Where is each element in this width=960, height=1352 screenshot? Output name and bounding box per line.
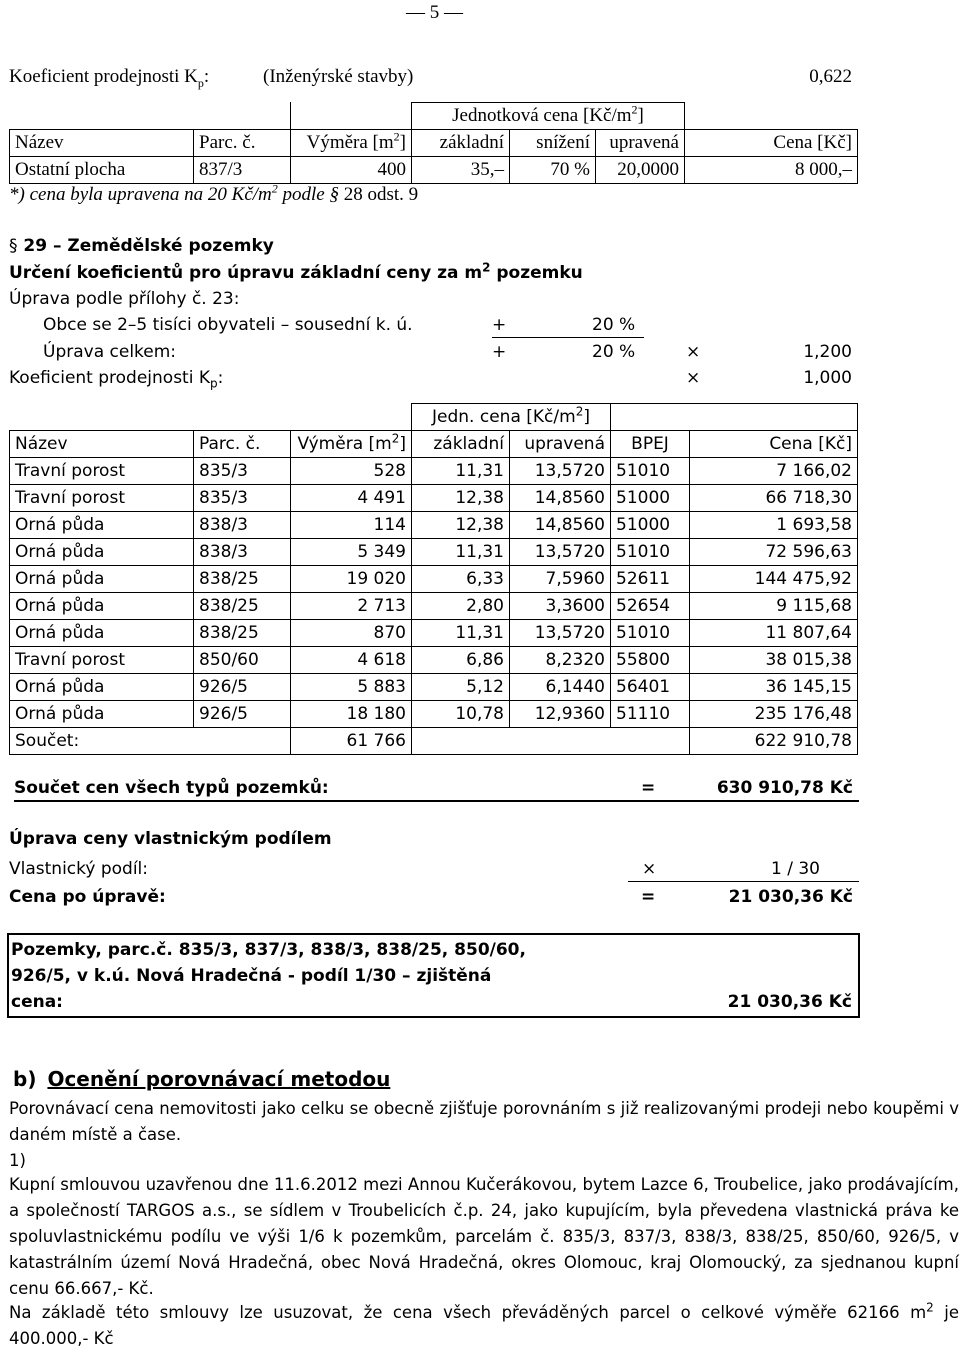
section-b-para3-sup: 2 xyxy=(926,1300,934,1315)
section-b-para3 xyxy=(9,1300,959,1352)
sec2-cell-bpej: 51010 xyxy=(611,620,690,647)
sec2-group-row xyxy=(10,404,858,431)
sec2-header-area-end: ] xyxy=(399,434,406,454)
ownership-share-underline xyxy=(628,881,859,882)
sec1-cell-parc: 837/3 xyxy=(194,157,291,184)
sec2-cell-name: Orná půda xyxy=(10,512,194,539)
sec1-group-header-sup: 2 xyxy=(631,102,638,117)
sec1-cell-price: 8 000,– xyxy=(685,157,858,184)
sec1-data-row xyxy=(10,157,858,184)
sec1-cell-reduce: 70 % xyxy=(510,157,596,184)
sec2-sum-row xyxy=(10,728,858,755)
sec2-cell-name: Travní porost xyxy=(10,485,194,512)
sec2-cell-price: 9 115,68 xyxy=(690,593,858,620)
sec2-total-value: 20 % xyxy=(592,342,636,362)
sec1-note-b: podle xyxy=(277,184,330,205)
sec1-header-parc: Parc. č. xyxy=(194,130,291,157)
section-b-para2: Kupní smlouvou uzavřenou dne 11.6.2012 mezi Annou Kučerákovou, bytem Lazce 6, Troubelice, jako prodávajícím, a společností TARGOS a.s., se sídlem v Troubelicích č.p. 24, jako kupujícím, byla převedena vlastnická práva ke spoluvlastnickému podílu ve výši 1/6 k pozemkům, parcelám č. 835/3, 837/3, 838/3, 838/25, 850/60, 926/5, v katastrálním území Nová Hradečná, obec Nová Hradečná, okres Olomouc, kraj Olomoucký, za sjednanou kupní cenu 66.667,- Kč. xyxy=(9,1175,959,1298)
sec2-cell-bpej: 51010 xyxy=(611,539,690,566)
sec1-header-row xyxy=(10,130,858,157)
sec1-note-par: § xyxy=(329,184,339,205)
sec1-group-header-text: Jednotková cena [Kč/m xyxy=(452,105,632,126)
section-b-para3-b: je 400.000,- Kč xyxy=(9,1303,959,1348)
sec2-cell-base: 11,31 xyxy=(412,539,510,566)
sec2-group-header-sup: 2 xyxy=(575,404,584,419)
sec2-cell-area: 4 491 xyxy=(291,485,412,512)
sec2-cell-parc: 838/3 xyxy=(194,512,291,539)
total-all-value: 630 910,78 Kč xyxy=(716,778,853,798)
sec2-header-bpej: BPEJ xyxy=(611,431,690,458)
sec2-sum-area: 61 766 xyxy=(291,728,412,755)
sec2-table-row xyxy=(10,674,858,701)
sec2-cell-price: 7 166,02 xyxy=(690,458,858,485)
sec2-table-row xyxy=(10,512,858,539)
sec1-note-c: 28 odst. 9 xyxy=(339,184,419,205)
result-box-line3: cena: xyxy=(11,992,63,1012)
sec2-group-header xyxy=(412,404,611,431)
sec2-kp-sub: p xyxy=(210,376,218,391)
page-number-dash-left: — xyxy=(406,2,425,23)
sec2-cell-price: 1 693,58 xyxy=(690,512,858,539)
sec2-cell-adjusted: 13,5720 xyxy=(510,620,611,647)
sec2-cell-adjusted: 12,9360 xyxy=(510,701,611,728)
sec2-adjust-item: Obce se 2–5 tisíci obyvateli – sousední k. ú. xyxy=(43,315,413,335)
sec2-cell-base: 6,86 xyxy=(412,647,510,674)
sec2-cell-base: 5,12 xyxy=(412,674,510,701)
sec2-header-name: Název xyxy=(10,431,194,458)
sec1-koef-suffix: : xyxy=(203,66,210,87)
sec2-table xyxy=(9,403,858,755)
ownership-share-value: 1 / 30 xyxy=(771,859,820,879)
sec1-group-header-end: ] xyxy=(637,105,644,126)
sec1-note xyxy=(9,181,419,206)
sec1-header-adjusted: upravená xyxy=(596,130,685,157)
sec2-cell-parc: 926/5 xyxy=(194,701,291,728)
sec2-cell-name: Orná půda xyxy=(10,674,194,701)
result-box-line2: 926/5, v k.ú. Nová Hradečná - podíl 1/30 – zjištěná xyxy=(11,966,492,986)
sec2-table-row xyxy=(10,566,858,593)
sec2-cell-adjusted: 6,1440 xyxy=(510,674,611,701)
sec2-heading-text: 29 – Zemědělské pozemky xyxy=(17,236,274,256)
sec2-cell-parc: 850/60 xyxy=(194,647,291,674)
page-number xyxy=(406,2,463,24)
ownership-share-mult: × xyxy=(642,859,657,879)
sec1-group-header xyxy=(412,103,685,130)
section-b-item-num: 1) xyxy=(9,1151,26,1170)
sec1-koef-label xyxy=(9,66,209,88)
sec2-cell-base: 6,33 xyxy=(412,566,510,593)
sec2-heading xyxy=(9,235,274,257)
total-all-underline xyxy=(14,800,859,802)
sec1-header-area-sup: 2 xyxy=(393,129,400,144)
sec2-cell-name: Orná půda xyxy=(10,566,194,593)
sec2-sum-label: Součet: xyxy=(10,728,291,755)
sec2-cell-bpej: 55800 xyxy=(611,647,690,674)
sec1-note-a: *) cena byla upravena na 20 Kč/m xyxy=(9,184,272,205)
sec2-cell-name: Orná půda xyxy=(10,701,194,728)
section-b-marker: b) xyxy=(13,1067,37,1091)
sec2-header-area-sup: 2 xyxy=(391,431,400,446)
sec2-cell-price: 36 145,15 xyxy=(690,674,858,701)
section-b-para3-a: Na základě této smlouvy lze usuzovat, že cena všech převáděných parcel o celkové výměře 62166 m xyxy=(9,1303,927,1322)
sec2-total-coef: 1,200 xyxy=(803,342,852,362)
sec2-cell-adjusted: 14,8560 xyxy=(510,485,611,512)
sec1-header-area xyxy=(291,130,412,157)
sec1-group-row xyxy=(10,103,858,130)
sec2-cell-parc: 838/25 xyxy=(194,593,291,620)
sec2-cell-parc: 838/25 xyxy=(194,620,291,647)
ownership-heading: Úprava ceny vlastnickým podílem xyxy=(9,829,332,849)
sec2-header-price: Cena [Kč] xyxy=(690,431,858,458)
sec2-kp-suffix: : xyxy=(217,368,224,388)
sec2-rows xyxy=(10,458,858,728)
sec2-cell-parc: 835/3 xyxy=(194,485,291,512)
sec2-cell-adjusted: 14,8560 xyxy=(510,512,611,539)
sec2-table-row xyxy=(10,647,858,674)
sec2-header-row xyxy=(10,431,858,458)
sec2-cell-area: 5 349 xyxy=(291,539,412,566)
sec2-cell-base: 10,78 xyxy=(412,701,510,728)
sec2-adjust-label: Úprava podle přílohy č. 23: xyxy=(9,289,240,309)
sec2-cell-bpej: 52654 xyxy=(611,593,690,620)
sec2-cell-parc: 926/5 xyxy=(194,674,291,701)
sec2-subheading-end: pozemku xyxy=(490,263,583,283)
sec2-cell-parc: 835/3 xyxy=(194,458,291,485)
sec2-table-row xyxy=(10,620,858,647)
sec1-koef-type: (Inženýrské stavby) xyxy=(263,66,414,87)
sec1-header-reduce: snížení xyxy=(510,130,596,157)
sec2-cell-area: 4 618 xyxy=(291,647,412,674)
sec2-cell-name: Orná půda xyxy=(10,620,194,647)
sec2-header-area xyxy=(291,431,412,458)
sec2-cell-adjusted: 8,2320 xyxy=(510,647,611,674)
sec2-cell-price: 38 015,38 xyxy=(690,647,858,674)
result-box-value: 21 030,36 Kč xyxy=(727,992,852,1012)
sec2-kp-value: 1,000 xyxy=(803,368,852,388)
sec2-cell-adjusted: 7,5960 xyxy=(510,566,611,593)
sec1-header-price: Cena [Kč] xyxy=(685,130,858,157)
sec2-table-row xyxy=(10,701,858,728)
page-number-value: 5 xyxy=(429,2,440,23)
total-all-eq: = xyxy=(641,778,656,798)
sec1-cell-adjusted: 20,0000 xyxy=(596,157,685,184)
sec2-sum-price: 622 910,78 xyxy=(690,728,858,755)
sec2-cell-price: 72 596,63 xyxy=(690,539,858,566)
sec2-cell-area: 18 180 xyxy=(291,701,412,728)
page-number-dash-right: — xyxy=(444,2,463,23)
sec2-cell-parc: 838/25 xyxy=(194,566,291,593)
sec2-cell-base: 11,31 xyxy=(412,620,510,647)
sec2-cell-adjusted: 13,5720 xyxy=(510,458,611,485)
sec1-note-sup: 2 xyxy=(271,181,278,196)
sec2-cell-parc: 838/3 xyxy=(194,539,291,566)
sec2-adjust-item-sign: + xyxy=(492,315,507,335)
sec2-adjust-item-value: 20 % xyxy=(592,315,636,335)
sec1-cell-area: 400 xyxy=(291,157,412,184)
sec2-cell-base: 2,80 xyxy=(412,593,510,620)
sec2-total-label: Úprava celkem: xyxy=(43,342,177,362)
ownership-price-label: Cena po úpravě: xyxy=(9,887,166,907)
sec2-cell-price: 144 475,92 xyxy=(690,566,858,593)
sec2-group-header-text: Jedn. cena [Kč/m xyxy=(432,407,576,427)
sec1-koef-sub: p xyxy=(197,75,204,90)
sec2-table-row xyxy=(10,539,858,566)
sec2-cell-base: 11,31 xyxy=(412,458,510,485)
sec2-subheading xyxy=(9,262,583,284)
sec2-cell-area: 2 713 xyxy=(291,593,412,620)
sec1-cell-name: Ostatní plocha xyxy=(10,157,194,184)
sec2-cell-name: Travní porost xyxy=(10,458,194,485)
sec1-header-area-text: Výměra [m xyxy=(306,132,394,153)
sec2-cell-bpej: 51010 xyxy=(611,458,690,485)
sec2-header-adjusted: upravená xyxy=(510,431,611,458)
total-all-label: Součet cen všech typů pozemků: xyxy=(14,778,329,798)
ownership-price-eq: = xyxy=(641,887,656,907)
sec2-table-row xyxy=(10,485,858,512)
result-box-line1: Pozemky, parc.č. 835/3, 837/3, 838/3, 838/25, 850/60, xyxy=(11,940,526,960)
sec2-cell-adjusted: 3,3600 xyxy=(510,593,611,620)
sec2-cell-area: 19 020 xyxy=(291,566,412,593)
sec2-cell-bpej: 52611 xyxy=(611,566,690,593)
sec1-koef-value: 0,622 xyxy=(809,66,852,87)
sec2-cell-area: 114 xyxy=(291,512,412,539)
sec2-adjust-underline xyxy=(492,337,644,338)
sec2-cell-price: 235 176,48 xyxy=(690,701,858,728)
sec1-cell-base: 35,– xyxy=(412,157,510,184)
sec2-total-sign: + xyxy=(492,342,507,362)
sec2-heading-par: § xyxy=(9,236,18,256)
sec2-cell-base: 12,38 xyxy=(412,485,510,512)
sec2-kp-mult: × xyxy=(686,368,701,388)
sec2-cell-name: Orná půda xyxy=(10,593,194,620)
sec2-total-mult: × xyxy=(686,342,701,362)
sec2-table-row xyxy=(10,593,858,620)
sec2-group-header-end: ] xyxy=(583,407,590,427)
sec2-kp-label xyxy=(9,367,223,389)
sec1-header-name: Název xyxy=(10,130,194,157)
sec1-koef-label-text: Koeficient prodejnosti K xyxy=(9,66,198,87)
sec2-cell-bpej: 51000 xyxy=(611,512,690,539)
result-box xyxy=(7,933,860,1018)
section-b-title: Ocenění porovnávací metodou xyxy=(47,1067,391,1091)
sec2-cell-area: 528 xyxy=(291,458,412,485)
sec2-cell-name: Orná půda xyxy=(10,539,194,566)
sec2-cell-bpej: 51000 xyxy=(611,485,690,512)
sec2-cell-area: 870 xyxy=(291,620,412,647)
sec2-table-row xyxy=(10,458,858,485)
sec2-cell-price: 11 807,64 xyxy=(690,620,858,647)
sec2-cell-bpej: 51110 xyxy=(611,701,690,728)
sec2-cell-adjusted: 13,5720 xyxy=(510,539,611,566)
sec2-header-parc: Parc. č. xyxy=(194,431,291,458)
sec2-cell-price: 66 718,30 xyxy=(690,485,858,512)
sec2-header-base: základní xyxy=(412,431,510,458)
section-b-para1: Porovnávací cena nemovitosti jako celku se obecně zjišťuje porovnáním s již realizovanými prodeji nebo koupěmi v daném místě a čase. xyxy=(9,1099,959,1144)
sec2-subheading-text: Určení koeficientů pro úpravu základní ceny za m xyxy=(9,263,483,283)
sec2-cell-name: Travní porost xyxy=(10,647,194,674)
sec1-header-area-end: ] xyxy=(399,132,406,153)
ownership-price-value: 21 030,36 Kč xyxy=(728,887,853,907)
sec2-cell-area: 5 883 xyxy=(291,674,412,701)
sec2-cell-bpej: 56401 xyxy=(611,674,690,701)
ownership-share-label: Vlastnický podíl: xyxy=(9,859,148,879)
sec1-header-base: základní xyxy=(412,130,510,157)
sec2-header-area-text: Výměra [m xyxy=(297,434,392,454)
sec2-subheading-sup: 2 xyxy=(482,260,491,275)
sec1-table xyxy=(9,102,858,184)
sec2-kp-label-text: Koeficient prodejnosti K xyxy=(9,368,210,388)
section-b-heading xyxy=(13,1068,390,1090)
sec2-cell-base: 12,38 xyxy=(412,512,510,539)
